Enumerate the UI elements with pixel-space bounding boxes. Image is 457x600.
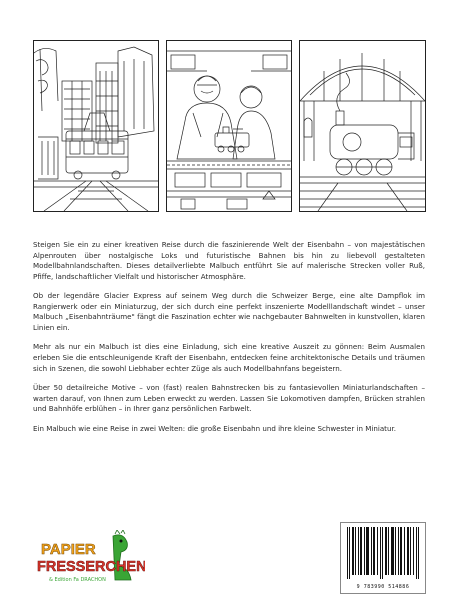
barcode-number: 9 783990 514886 [356,584,410,590]
tram-illustration [34,41,158,211]
barcode-icon [345,527,421,579]
illustration-panel-tram [33,40,159,212]
logo-line-1: PAPIER [41,541,96,558]
description-paragraph-5: Ein Malbuch wie eine Reise in zwei Welten: die große Eisenbahn und ihre kleine Schwester in Miniatur. [33,423,396,433]
logo-tagline: & Edition Fa DRACHON [49,577,106,583]
steam-locomotive-illustration [300,41,425,211]
model-train-illustration [167,41,291,211]
book-description [33,240,425,443]
illustration-strip [33,40,424,210]
description-paragraph-2: Ob der legendäre Glacier Express auf seinem Weg durch die Schweizer Berge, eine alte Dampflok im Rangierwerk oder ein Miniaturzug, der sich durch eine perfekt inszenierte Modelllandschaft windet – unser Malbuch „Eisenbahnträume" fängt die Faszination echter wie nachgebauter Bahnwelten in kunstvollen, klaren Linien ein. [33,291,425,332]
barcode [340,522,426,594]
logo-line-2: FRESSERCHEN [37,559,145,575]
dragon-logo-icon [35,530,145,586]
description-paragraph-1: Steigen Sie ein zu einer kreativen Reise durch die faszinierende Welt der Eisenbahn – von majestätischen Alpenrouten über nostalgische Loks und futuristische Bahnen bis hin zu liebevoll gestalteten Modellbahnlandschaften. Dieses detailverliebte Malbuch entführt Sie auf malerische Strecken voller Ruß, Pfiffe, landschaftlicher Vielfalt und historischer Atmosphäre. [33,240,425,281]
description-paragraph-4: Über 50 detailreiche Motive – von (fast) realen Bahnstrecken bis zu fantasievollen Miniaturlandschaften – warten darauf, von Ihnen zum Leben erweckt zu werden. Lassen Sie Lokomotiven dampfen, Brücken strahlen und Bahnhöfe erblühen – in Ihrer ganz persönlichen Farbwelt. [33,382,425,414]
illustration-panel-model-train [166,40,292,212]
publisher-logo [35,530,145,586]
illustration-panel-steam-locomotive [299,40,426,212]
description-paragraph-3: Mehr als nur ein Malbuch ist dies eine Einladung, sich eine kreative Auszeit zu gönnen: Beim Ausmalen erleben Sie die entschleunigende Kraft der Eisenbahn, entdecken feine architektonische Details und träumen sich in Szenen, die sowohl Liebhaber echter Züge als auch Modellbahnfans begeistern. [33,342,425,373]
